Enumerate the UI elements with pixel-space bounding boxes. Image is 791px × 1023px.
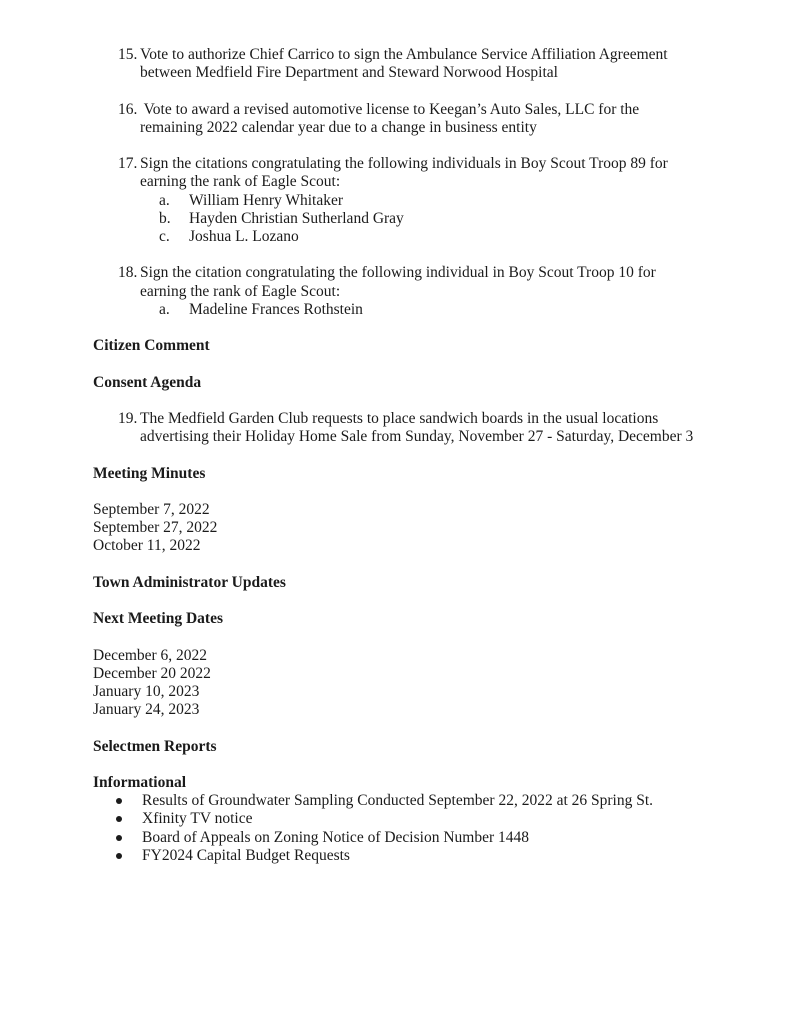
text-line: September 7, 2022 <box>93 500 210 518</box>
bullet-item-text: Board of Appeals on Zoning Notice of Decision Number 1448 <box>142 828 529 846</box>
sub-item <box>159 192 736 210</box>
bullet-icon <box>116 835 122 841</box>
text-line: remaining 2022 calendar year due to a change in business entity <box>140 118 537 136</box>
bullet-item-text: FY2024 Capital Budget Requests <box>142 846 350 864</box>
section-heading: Informational <box>93 773 186 791</box>
text-line: Vote to award a revised automotive license to Keegan’s Auto Sales, LLC for the <box>140 100 640 118</box>
numbered-item <box>118 264 736 319</box>
text-line: Sign the citation congratulating the following individual in Boy Scout Troop 10 for <box>140 264 656 282</box>
sub-item-label: a. <box>159 300 170 318</box>
item-number: 18. <box>118 264 138 282</box>
sub-item-text: William Henry Whitaker <box>189 191 344 209</box>
bullet-item <box>116 847 736 865</box>
item-body <box>140 264 736 319</box>
sub-item-text: Hayden Christian Sutherland Gray <box>189 209 404 227</box>
sub-item <box>159 228 736 246</box>
bullet-item <box>116 792 736 810</box>
text-line: October 11, 2022 <box>93 537 201 555</box>
sub-item-label: b. <box>159 209 171 227</box>
numbered-item <box>118 101 736 137</box>
item-number: 16. <box>118 100 138 118</box>
text-line: earning the rank of Eagle Scout: <box>140 282 341 300</box>
bullet-icon <box>116 853 122 859</box>
item-number: 19. <box>118 409 138 427</box>
sub-item <box>159 210 736 228</box>
bullet-item <box>116 810 736 828</box>
sub-item-text: Joshua L. Lozano <box>189 228 299 245</box>
section-heading: Meeting Minutes <box>93 464 206 482</box>
agenda-content <box>93 46 736 865</box>
text-line: between Medfield Fire Department and Steward Norwood Hospital <box>140 64 558 82</box>
text-line: December 20 2022 <box>93 664 211 682</box>
sub-item-text: Madeline Frances Rothstein <box>189 300 363 318</box>
text-line: earning the rank of Eagle Scout: <box>140 173 341 191</box>
paragraph <box>93 647 736 720</box>
item-body <box>140 155 736 246</box>
text-line: January 24, 2023 <box>93 701 200 719</box>
section-heading: Next Meeting Dates <box>93 610 223 628</box>
bullet-item <box>116 829 736 847</box>
section-heading: Town Administrator Updates <box>93 573 286 591</box>
item-body <box>140 410 736 446</box>
bullet-icon <box>116 816 122 822</box>
sub-item <box>159 301 736 319</box>
sub-item-label: a. <box>159 191 170 209</box>
numbered-item <box>118 46 736 82</box>
bullet-item-text: Xfinity TV notice <box>142 810 253 828</box>
numbered-item <box>118 410 736 446</box>
section-heading: Selectmen Reports <box>93 737 217 755</box>
bullet-list <box>93 792 736 865</box>
text-line: December 6, 2022 <box>93 646 208 664</box>
text-line: September 27, 2022 <box>93 519 218 537</box>
item-body <box>140 46 736 82</box>
item-number: 17. <box>118 155 138 173</box>
text-line: The Medfield Garden Club requests to place sandwich boards in the usual locations <box>140 409 659 427</box>
bullet-item-text: Results of Groundwater Sampling Conducted September 22, 2022 at 26 Spring St. <box>142 792 654 810</box>
bullet-icon <box>116 798 122 804</box>
text-line: advertising their Holiday Home Sale from Sunday, November 27 - Saturday, December 3 <box>140 428 694 446</box>
item-number: 15. <box>118 46 138 63</box>
text-line: Vote to authorize Chief Carrico to sign the Ambulance Service Affiliation Agreement <box>140 46 668 63</box>
text-line: Sign the citations congratulating the following individuals in Boy Scout Troop 89 for <box>140 155 668 173</box>
sub-item-label: c. <box>159 228 170 245</box>
text-line: January 10, 2023 <box>93 682 200 700</box>
section-heading: Citizen Comment <box>93 337 210 355</box>
section-heading: Consent Agenda <box>93 373 202 391</box>
item-body <box>140 101 736 137</box>
paragraph <box>93 501 736 556</box>
numbered-item <box>118 155 736 246</box>
